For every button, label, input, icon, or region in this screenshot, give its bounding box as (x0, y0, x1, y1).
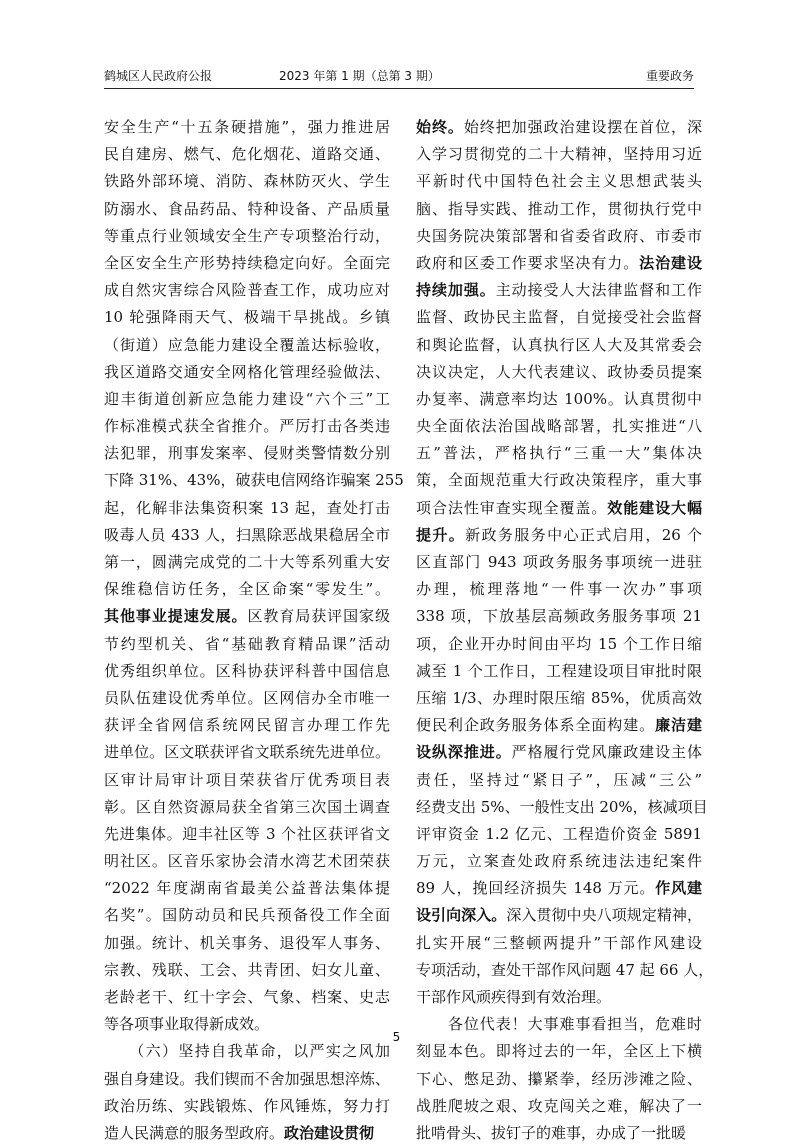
text-run: 项，企业开办时间由平均 15 个工作日缩 (416, 634, 702, 653)
text-line (104, 196, 390, 223)
text-line (416, 549, 702, 576)
text-line (416, 1066, 702, 1093)
bold-heading-run: 持续加强。 (416, 281, 496, 300)
text-line (104, 603, 390, 630)
text-line (416, 739, 702, 766)
text-run: 深入贯彻中央八项规定精神， (506, 906, 702, 925)
text-run: 等各项事业取得新成效。 (104, 1015, 270, 1034)
left-column (104, 114, 404, 1147)
text-line (104, 712, 390, 739)
text-line (416, 440, 702, 467)
text-line (416, 576, 702, 603)
text-line (104, 168, 390, 195)
text-run: 区教育局获评国家级 (247, 607, 390, 626)
bold-heading-run: 始终。 (416, 118, 464, 136)
text-line (104, 332, 390, 359)
text-run: 央国务院决策部署和省委省政府、市委市 (416, 226, 702, 245)
text-run: 项合法性审查实现全覆盖。 (416, 498, 608, 517)
text-line (416, 930, 702, 957)
text-run: 造人民满意的服务型政府。 (104, 1123, 285, 1142)
text-run: 保维稳信访任务，全区命案“零发生”。 (104, 580, 390, 599)
text-line (104, 631, 390, 658)
text-run: 加强。统计、机关事务、退役军人事务、 (104, 933, 390, 952)
text-run: 主动接受人大法律监督和工作 (495, 281, 702, 300)
text-line (104, 549, 390, 576)
text-run: 区审计局审计项目荣获省厅优秀项目表 (104, 770, 390, 789)
text-run: 员队伍建设优秀单位。区网信办全市唯一 (104, 688, 390, 707)
text-run: 成自然灾害综合风险普查工作，成功应对 (104, 281, 390, 300)
text-run: 名奖”。国防动员和民兵预备役工作全面 (104, 906, 390, 925)
text-run: 五”普法，严格执行“三重一大”集体决 (416, 444, 702, 463)
text-run: 办复率、满意率均达 100%。认真贯彻中 (416, 389, 702, 408)
text-line (416, 984, 702, 1011)
text-run: 全区安全生产形势持续稳定向好。全面完 (104, 253, 390, 272)
text-line (104, 794, 390, 821)
text-line (104, 250, 390, 277)
text-line (416, 332, 702, 359)
text-line (104, 685, 390, 712)
text-run: 平新时代中国特色社会主义思想武装头 (416, 172, 702, 191)
text-line (416, 794, 708, 821)
text-line (416, 603, 702, 630)
text-run: 起，化解非法集资积案 13 起，查处打击 (104, 498, 390, 517)
text-line (416, 196, 702, 223)
text-line (416, 685, 702, 712)
bold-heading-run: 政治建设贯彻 (284, 1123, 375, 1142)
running-header (104, 68, 694, 84)
text-line (416, 495, 702, 522)
text-line (416, 522, 702, 549)
section-name: 重要政务 (645, 69, 694, 83)
text-run: 和舆论监督，认真执行区人大及其常委会 (416, 335, 702, 354)
text-line (416, 223, 702, 250)
text-run: 扎实开展“三整顿两提升”干部作风建设 (416, 933, 702, 952)
text-run: 宗教、残联、工会、共青团、妇女儿童、 (104, 960, 390, 979)
text-run: 强自身建设。我们锲而不舍加强思想淬炼、 (104, 1069, 390, 1088)
text-line (416, 386, 702, 413)
text-run: 便民利企政务服务体系全面构建。 (416, 716, 656, 735)
text-run: 节约型机关、省“基础教育精品课”活动 (104, 634, 390, 653)
text-run: 明社区。区音乐家协会清水湾艺术团荣获 (104, 852, 390, 871)
text-line (104, 304, 390, 331)
text-run: 经费支出 5%、一般性支出 20%，核减项目 (416, 797, 708, 816)
text-line (104, 957, 390, 984)
text-run: 下心、憋足劲、攥紧拳，经历涉滩之险、 (416, 1069, 702, 1088)
bold-heading-run: 设纵深推进。 (416, 743, 512, 762)
text-line (104, 223, 390, 250)
text-run: 入学习贯彻党的二十大精神，坚持用习近 (416, 145, 702, 164)
text-line (416, 277, 702, 304)
text-line (416, 1120, 702, 1147)
text-run: 政治历练、实践锻炼、作风锤炼，努力打 (104, 1096, 390, 1115)
text-run: 338 项，下放基层高频政务服务事项 21 (416, 607, 702, 626)
text-run: 民自建房、燃气、危化烟花、道路交通、 (104, 145, 390, 164)
text-run: （六）坚持自我革命，以严实之风加 (104, 1042, 390, 1061)
bold-heading-run: 作风建 (655, 879, 702, 898)
text-run: 万元，立案查处政府系统违法违纪案件 (416, 852, 702, 871)
text-line (416, 114, 702, 141)
text-line (416, 413, 702, 440)
text-run: 作标准模式获全省推介。严厉打击各类违 (104, 417, 390, 436)
text-line (416, 875, 702, 902)
text-line (104, 386, 390, 413)
text-run: 政府和区委工作要求坚决有力。 (416, 253, 640, 272)
text-line (104, 1093, 390, 1120)
bold-heading-run: 设引向深入。 (416, 906, 507, 925)
text-run: 决议决定，人大代表建议、政协委员提案 (416, 362, 702, 381)
text-line (416, 168, 702, 195)
text-line (104, 495, 390, 522)
text-run: 区直部门 943 项政务服务事项统一进驻 (416, 553, 702, 571)
text-run: 压缩 1/3、办理时限压缩 85%，优质高效 (416, 688, 702, 707)
text-line (104, 739, 390, 766)
text-run: 先进集体。迎丰社区等 3 个社区获评省文 (104, 824, 390, 843)
text-run: 获评全省网信系统网民留言办理工作先 (104, 716, 390, 735)
text-line (416, 631, 702, 658)
text-run: 吸毒人员 433 人，扫黑除恶战果稳居全市 (104, 525, 390, 544)
text-line (104, 658, 390, 685)
text-run: 防溺水、食品药品、特种设备、产品质量 (104, 199, 390, 218)
text-line (416, 250, 702, 277)
text-run: 监督、政协民主监督，自觉接受社会监督 (416, 308, 702, 327)
bold-heading-run: 其他事业提速发展。 (104, 607, 248, 626)
bold-heading-run: 廉洁建 (655, 716, 702, 735)
text-line (104, 576, 390, 603)
text-run: 严格履行党风廉政建设主体 (511, 743, 702, 762)
text-line (416, 467, 702, 494)
text-run: 脑、指导实践、推动工作，贯彻执行党中 (416, 199, 702, 218)
text-line (104, 1066, 390, 1093)
text-line (104, 522, 390, 549)
text-run: 刻显本色。即将过去的一年，全区上下横 (416, 1042, 702, 1061)
text-run: 各位代表！大事难事看担当，危难时 (416, 1015, 702, 1034)
header-rule (104, 88, 694, 89)
text-line (104, 821, 390, 848)
text-run: 干部作风顽疾得到有效治理。 (416, 988, 612, 1006)
text-line (104, 413, 390, 440)
text-run: 央全面依法治国战略部署，扎实推进“八 (416, 417, 702, 436)
text-line (416, 848, 702, 875)
text-run: 责任，坚持过“紧日子”，压减“三公” (416, 770, 702, 789)
text-line (416, 141, 702, 168)
text-run: 专项活动，查处干部作风问题 47 起 66 人， (416, 960, 714, 979)
text-line (104, 930, 390, 957)
text-line (104, 467, 404, 494)
issue-number: 2023 年第 1 期（总第 3 期） (279, 69, 440, 83)
text-run: 第一，圆满完成党的二十大等系列重大安 (104, 553, 390, 571)
text-run: 办理，梳理落地“一件事一次办”事项 (416, 580, 702, 599)
text-line (104, 767, 390, 794)
text-line (104, 359, 390, 386)
bold-heading-run: 效能建设大幅 (607, 498, 702, 517)
bold-heading-run: 法治建设 (639, 253, 702, 272)
text-line (104, 902, 390, 929)
text-line (104, 277, 390, 304)
text-run: 减至 1 个工作日，工程建设项目审批时限 (416, 661, 702, 680)
publication-title: 鹤城区人民政府公报 (104, 69, 213, 83)
text-line (416, 767, 702, 794)
text-run: （街道）应急能力建设全覆盖达标验收， (104, 335, 390, 354)
text-line (104, 114, 390, 141)
text-run: 安全生产“十五条硬措施”，强力推进居 (104, 118, 390, 136)
text-run: 法犯罪，刑事发案率、侵财类警情数分别 (104, 444, 390, 463)
text-line (104, 1120, 390, 1147)
text-line (416, 902, 702, 929)
text-run: 战胜爬坡之艰、攻克闯关之难，解决了一 (416, 1096, 702, 1115)
text-line (104, 440, 390, 467)
text-line (416, 1093, 702, 1120)
text-line (416, 821, 702, 848)
text-run: 老龄老干、红十字会、气象、档案、史志 (104, 988, 390, 1006)
text-run: 策，全面规范重大行政决策程序，重大事 (416, 471, 702, 490)
text-run: 等重点行业领域安全生产专项整治行动， (104, 226, 390, 245)
page-number: 5 (392, 1030, 401, 1044)
text-run: 进单位。区文联获评省文联系统先进单位。 (104, 743, 390, 762)
text-line (416, 957, 714, 984)
text-run: 始终把加强政治建设摆在首位，深 (463, 118, 702, 136)
text-run: 评审资金 1.2 亿元、工程造价资金 5891 (416, 824, 702, 843)
text-line (416, 359, 702, 386)
text-run: 我区道路交通安全网格化管理经验做法、 (104, 362, 390, 381)
text-run: 迎丰街道创新应急能力建设“六个三”工 (104, 389, 390, 408)
bold-heading-run: 提升。 (416, 525, 466, 544)
text-run: “2022 年度湖南省最美公益普法集体提 (104, 879, 390, 898)
text-run: 批啃骨头、拔钉子的难事，办成了一批暖 (416, 1123, 687, 1142)
text-line (104, 141, 390, 168)
right-column (416, 114, 714, 1147)
text-line (416, 304, 702, 331)
text-run: 铁路外部环境、消防、森林防灭火、学生 (104, 172, 390, 191)
text-line (104, 984, 390, 1011)
text-run: 89 人，挽回经济损失 148 万元。 (416, 879, 656, 898)
text-run: 新政务服务中心正式启用，26 个 (465, 525, 702, 544)
text-line (416, 712, 702, 739)
text-line (104, 848, 390, 875)
text-run: 下降 31%、43%，破获电信网络诈骗案 255 (104, 471, 404, 490)
text-line (104, 875, 390, 902)
text-run: 优秀组织单位。区科协获评科普中国信息 (104, 661, 390, 680)
text-run: 10 轮强降雨天气、极端干旱挑战。乡镇 (104, 308, 390, 327)
text-run: 彰。区自然资源局获全省第三次国土调查 (104, 797, 390, 816)
text-line (416, 658, 702, 685)
